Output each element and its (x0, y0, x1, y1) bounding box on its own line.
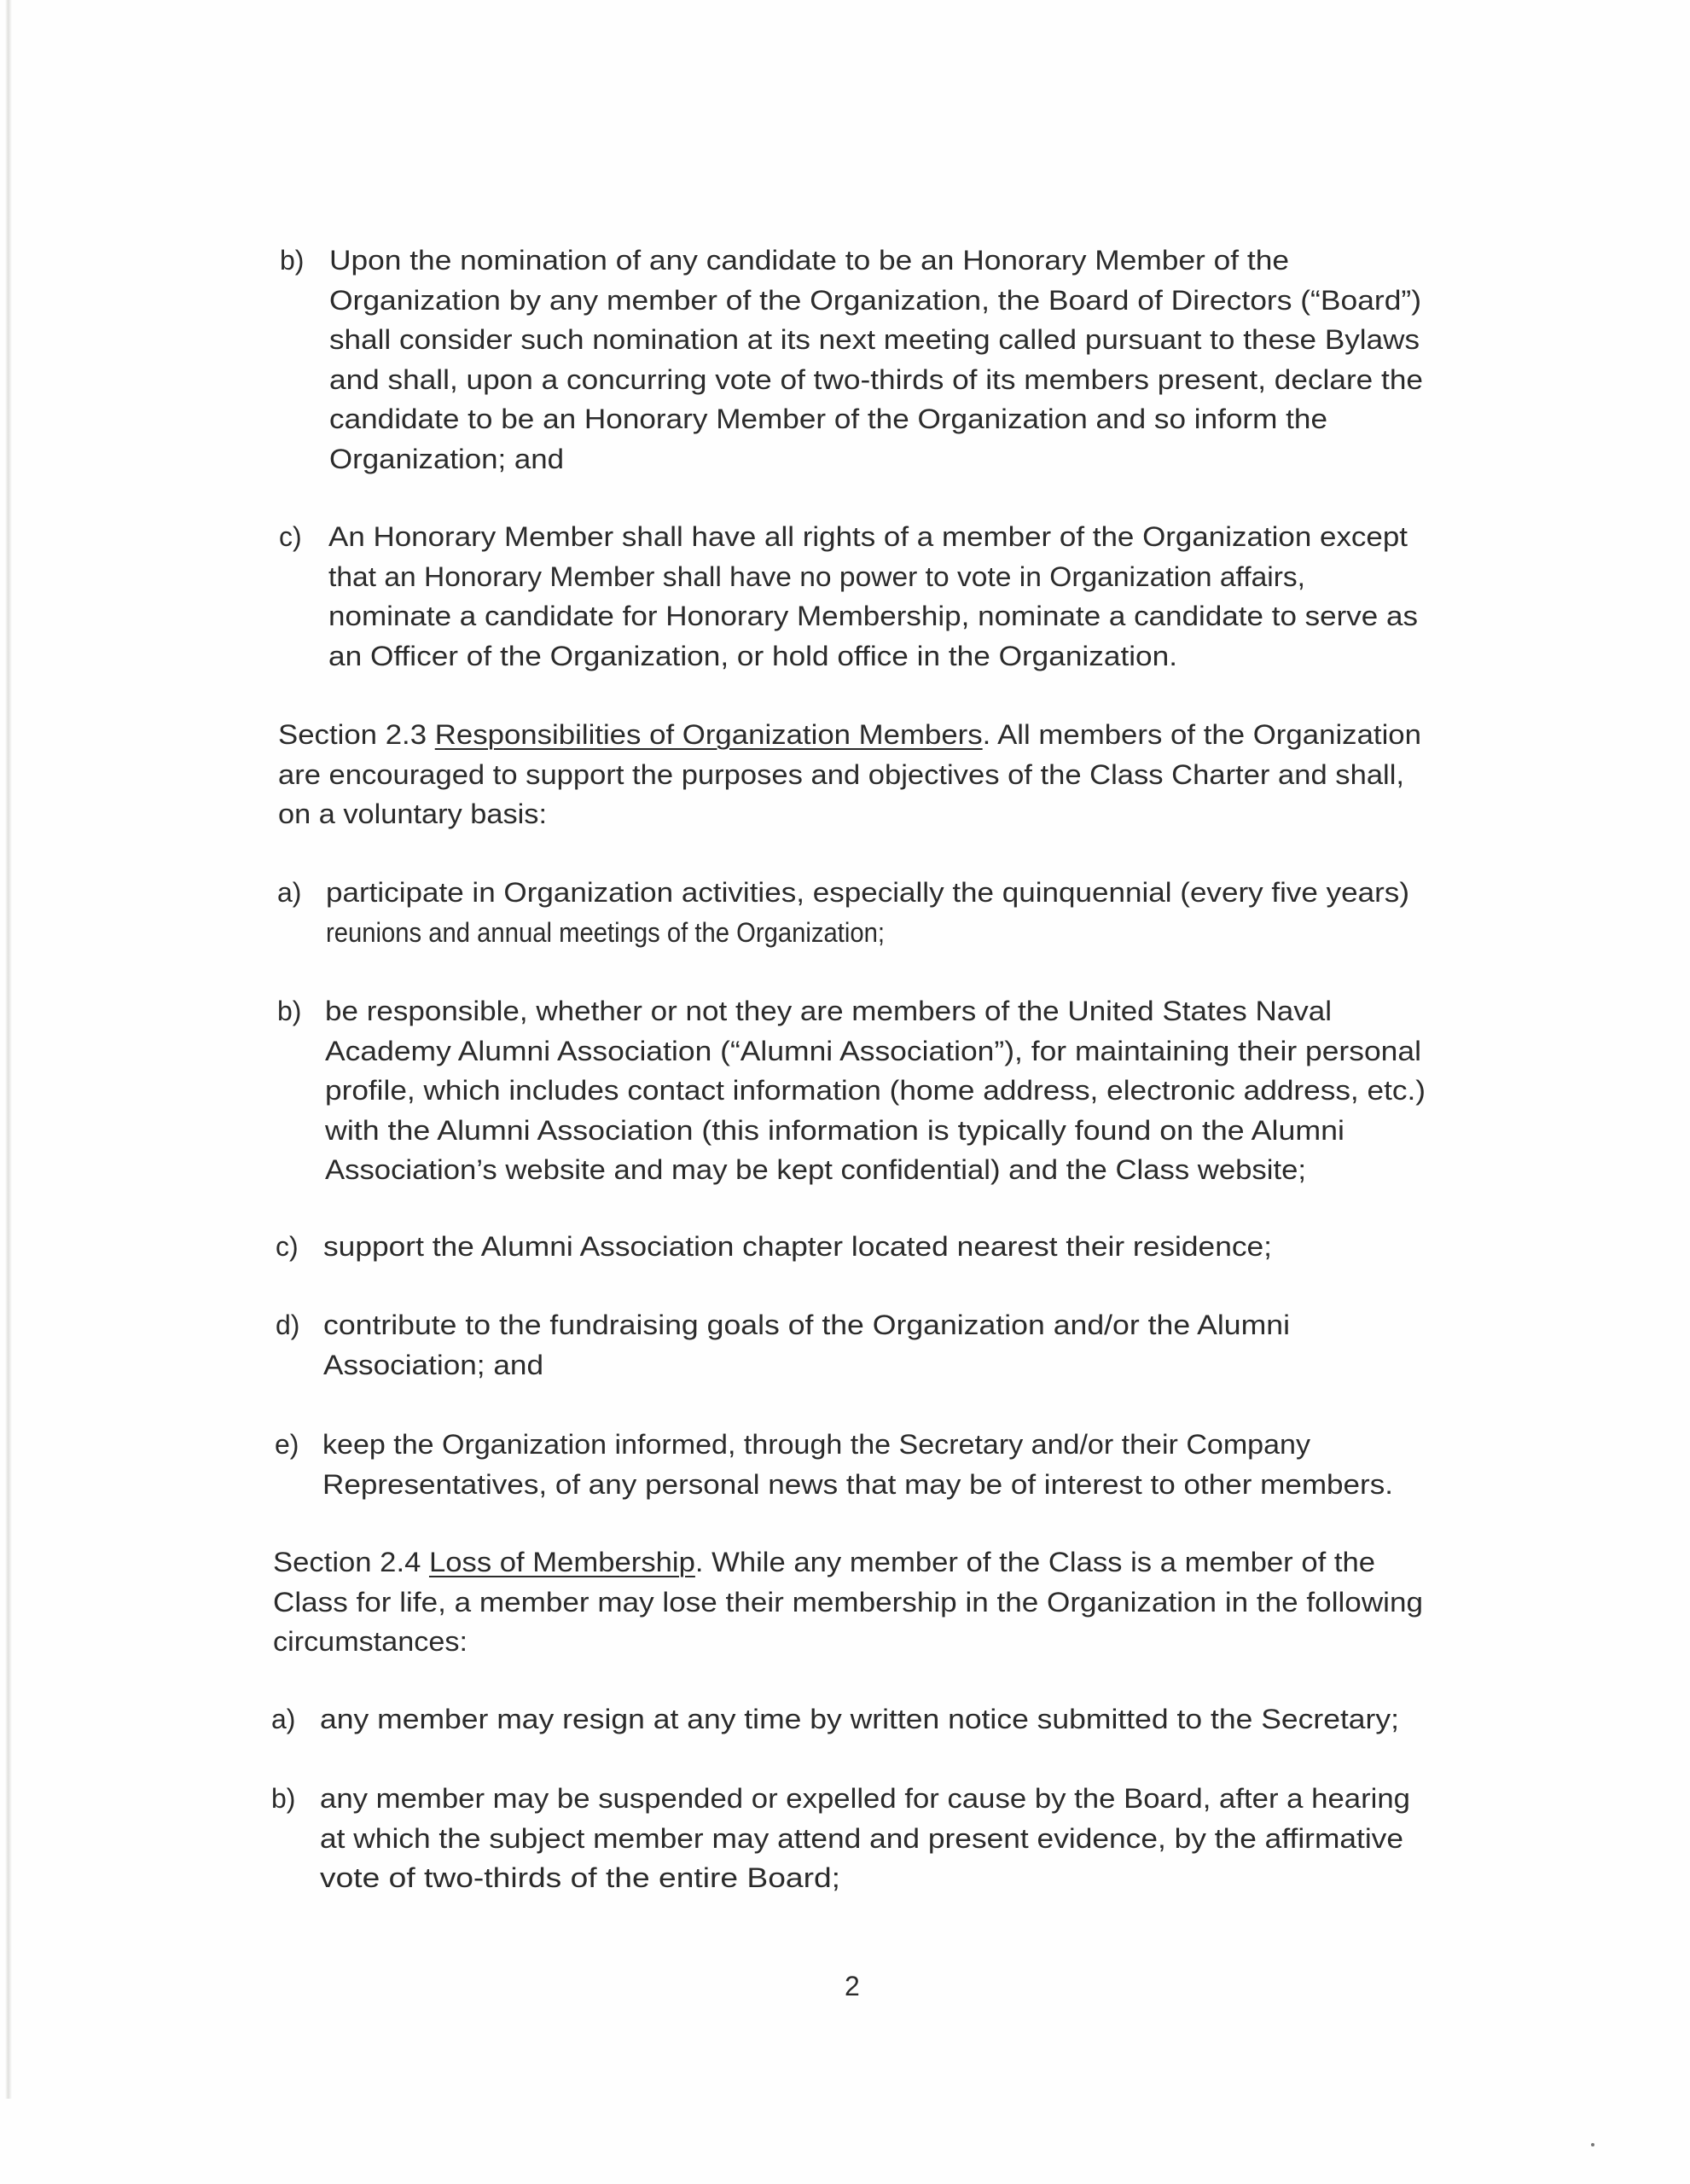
section-heading: Loss of Membership (428, 1547, 695, 1577)
text-line: An Honorary Member shall have all rights of a member of the Organization except (328, 521, 1408, 552)
item-label: a) (271, 1704, 296, 1734)
text-line: and shall, upon a concurring vote of two-thirds of its members present, declare the (329, 363, 1423, 395)
text-line: any member may be suspended or expelled for cause by the Board, after a hearing (320, 1783, 1410, 1814)
item-label: a) (277, 877, 302, 908)
text-line: shall consider such nomination at its next meeting called pursuant to these Bylaws (329, 324, 1420, 355)
text-line: are encouraged to support the purposes and objectives of the Class Charter and shall, (278, 758, 1404, 790)
text-line: Upon the nomination of any candidate to be an Honorary Member of the (329, 245, 1289, 276)
item-label: b) (280, 245, 305, 276)
text-line: at which the subject member may attend and present evidence, by the affirmative (320, 1822, 1404, 1854)
text-line: be responsible, whether or not they are members of the United States Naval (325, 996, 1332, 1026)
scan-speck (1591, 2143, 1594, 2146)
text-line: Organization by any member of the Organization, the Board of Directors (“Board”) (329, 284, 1421, 316)
item-label: b) (271, 1783, 296, 1814)
section-number: Section 2.3 (278, 719, 427, 750)
scan-edge-shadow (5, 0, 12, 2099)
section-number: Section 2.4 (273, 1547, 421, 1577)
text-line: with the Alumni Association (this information is typically found on the Alumni (325, 1114, 1345, 1146)
text-line: Association; and (323, 1349, 543, 1380)
text-line: reunions and annual meetings of the Organization; (326, 916, 885, 948)
text-line: contribute to the fundraising goals of the Organization and/or the Alumni (323, 1310, 1290, 1340)
text-line: an Officer of the Organization, or hold office in the Organization. (328, 640, 1177, 671)
item-label: b) (277, 996, 302, 1026)
text-line: Association’s website and may be kept confidential) and the Class website; (325, 1154, 1306, 1185)
text-line: Academy Alumni Association (“Alumni Association”), for maintaining their personal (325, 1035, 1421, 1066)
text-line: circumstances: (273, 1626, 468, 1657)
text-line: Representatives, of any personal news that may be of interest to other members. (322, 1468, 1393, 1500)
text-line: candidate to be an Honorary Member of the Organization and so inform the (329, 404, 1327, 434)
text-line: that an Honorary Member shall have no power to vote in Organization affairs, (328, 561, 1305, 592)
text-line: profile, which includes contact information (home address, electronic address, etc.) (325, 1075, 1426, 1106)
item-label: c) (279, 521, 302, 552)
text-line: participate in Organization activities, especially the quinquennial (every five years) (326, 877, 1410, 908)
section-text: . All members of the Organization (982, 719, 1421, 750)
text-line: Organization; and (329, 443, 564, 474)
text-line: vote of two-thirds of the entire Board; (320, 1862, 840, 1893)
text-line: Class for life, a member may lose their membership in the Organization in the following (273, 1586, 1423, 1618)
section-heading-line (278, 715, 1421, 755)
section-heading: Responsibilities of Organization Members (434, 719, 983, 750)
text-line: keep the Organization informed, through the Secretary and/or their Company (322, 1429, 1310, 1460)
text-line: nominate a candidate for Honorary Membership, nominate a candidate to serve as (328, 601, 1418, 631)
section-heading-line (273, 1542, 1375, 1583)
section-text: . While any member of the Class is a member of the (694, 1547, 1375, 1577)
text-line: support the Alumni Association chapter located nearest their residence; (323, 1231, 1272, 1262)
page-number: 2 (845, 1971, 860, 2001)
item-label: c) (276, 1231, 299, 1262)
item-label: d) (276, 1310, 300, 1340)
text-line: any member may resign at any time by written notice submitted to the Secretary; (320, 1704, 1399, 1734)
text-line: on a voluntary basis: (278, 799, 547, 829)
item-label: e) (275, 1429, 299, 1460)
